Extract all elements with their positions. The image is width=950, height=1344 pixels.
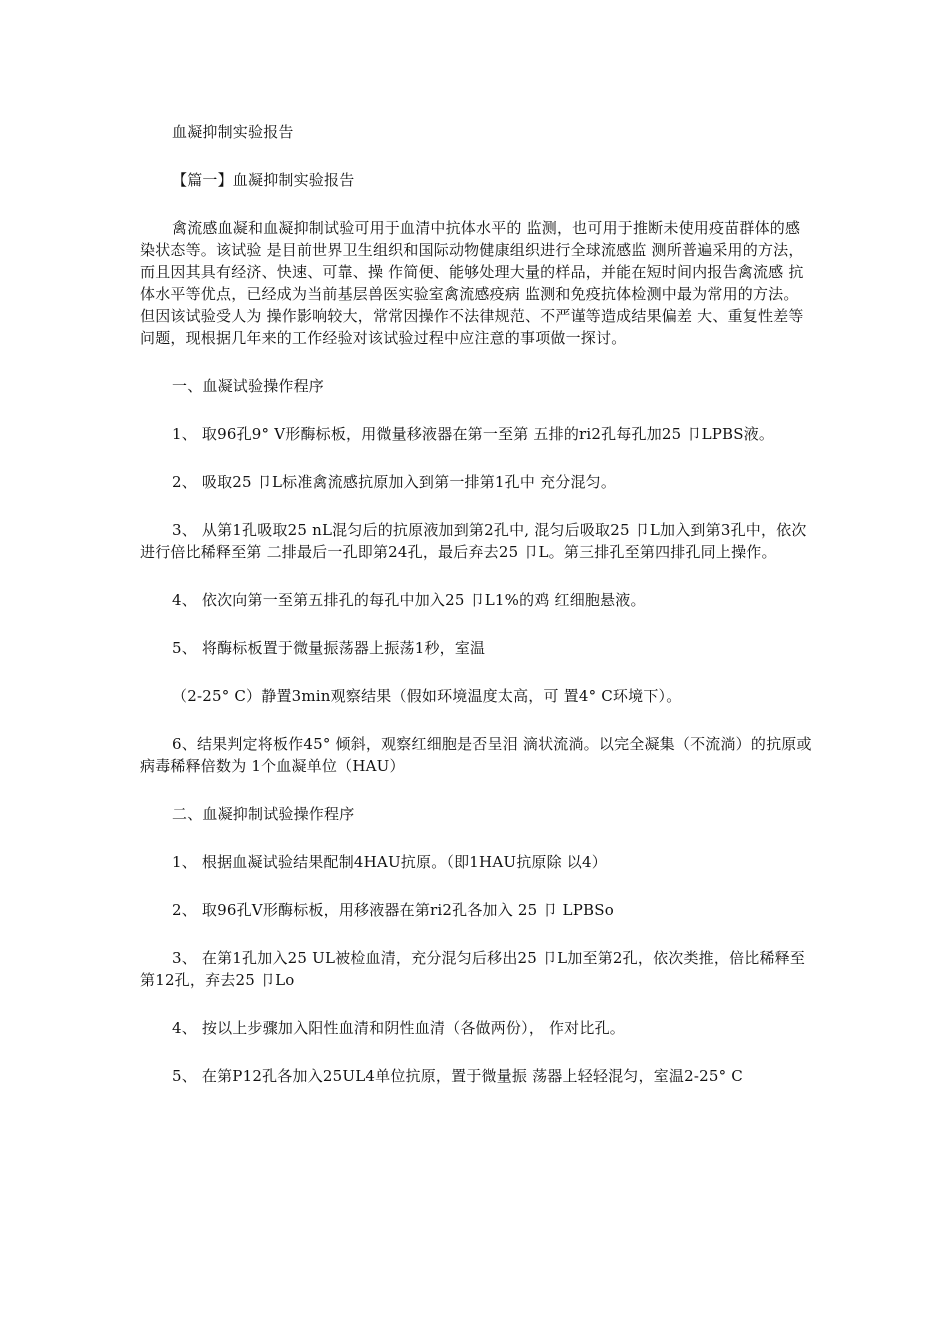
- document-body: [140, 121, 812, 1113]
- procedure-step: 2、 吸取25 卩L标准禽流感抗原加入到第一排第1孔中 充分混匀。: [172, 473, 617, 491]
- document-subtitle: 【篇一】血凝抑制实验报告: [172, 171, 355, 189]
- document-title: 血凝抑制实验报告: [172, 123, 294, 141]
- procedure-step: 5、 在第P12孔各加入25UL4单位抗原，置于微量振 荡器上轻轻混匀，室温2-25° C: [172, 1067, 743, 1085]
- procedure-step: 4、 依次向第一至第五排孔的每孔中加入25 卩L1%的鸡 红细胞悬液。: [172, 591, 646, 609]
- procedure-step: 3、 在第1孔加入25 UL被检血清，充分混匀后移出25 卩L加至第2孔，依次类推，倍比稀释至第12孔，弃去25 卩Lo: [140, 949, 806, 989]
- procedure-step: 4、 按以上步骤加入阳性血清和阴性血清（各做两份）， 作对比孔。: [172, 1019, 625, 1037]
- procedure-step: 1、 取96孔9° V形酶标板，用微量移液器在第一至第 五排的ri2孔每孔加25 卩LPBS液。: [172, 425, 775, 443]
- procedure-step: 3、 从第1孔吸取25 nL混匀后的抗原液加到第2孔中, 混匀后吸取25 卩L加入到第3孔中，依次进行倍比稀释至第 二排最后一孔即第24孔，最后弃去25 卩L。第三排孔至第四排孔同上操作。: [140, 521, 807, 561]
- procedure-step-continued: （2-25° C）静置3min观察结果（假如环境温度太高，可 置4° C环境下）。: [172, 687, 682, 705]
- procedure-step: 6、结果判定将板作45° 倾斜，观察红细胞是否呈泪 滴状流淌。以完全凝集（不流淌）的抗原或病毒稀释倍数为 1个血凝单位（HAU）: [140, 735, 812, 775]
- section-heading: 一、血凝试验操作程序: [172, 377, 325, 395]
- procedure-step: 1、 根据血凝试验结果配制4HAU抗原。（即1HAU抗原除 以4）: [172, 853, 607, 871]
- procedure-step: 5、 将酶标板置于微量振荡器上振荡1秒，室温: [172, 639, 486, 657]
- intro-paragraph: 禽流感血凝和血凝抑制试验可用于血清中抗体水平的 监测，也可用于推断未使用疫苗群体的感染状态等。该试验 是目前世界卫生组织和国际动物健康组织进行全球流感监 测所普遍采用的方法，而且因其具有经济、快速、可靠、操 作简便、能够处理大量的样品，并能在短时间内报告禽流感 抗体水平等优点，已经成为当前基层兽医实验室禽流感疫病 监测和免疫抗体检测中最为常用的方法。但因该试验受人为 操作影响较大，常常因操作不法律规范、不严谨等造成结果偏差 大、重复性差等问题，现根据几年来的工作经验对该试验过程中应注意的事项做一探讨。: [140, 219, 804, 347]
- section-heading: 二、血凝抑制试验操作程序: [172, 805, 355, 823]
- procedure-step: 2、 取96孔V形酶标板，用移液器在第ri2孔各加入 25 卩 LPBSo: [172, 901, 614, 919]
